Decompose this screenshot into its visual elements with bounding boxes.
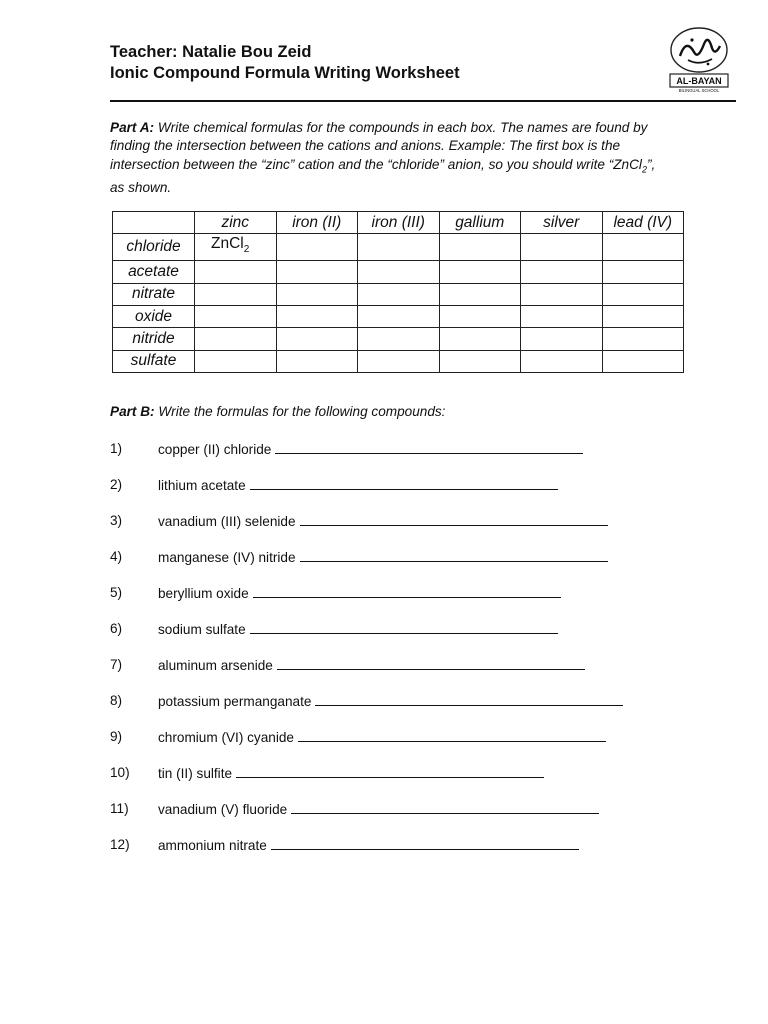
cation-header: iron (II) (276, 212, 358, 234)
question-text: chromium (VI) cyanide (158, 730, 294, 745)
answer-cell[interactable] (276, 234, 358, 261)
question-text: manganese (IV) nitride (158, 550, 296, 565)
anion-row (113, 350, 684, 372)
cation-anion-table (112, 211, 684, 373)
answer-cell[interactable] (602, 261, 684, 283)
part-a-instructions (110, 119, 670, 197)
answer-cell[interactable] (521, 305, 603, 327)
answer-cell[interactable] (521, 350, 603, 372)
anion-row (113, 328, 684, 350)
question-number: 7) (110, 657, 123, 672)
worksheet-header (110, 42, 460, 84)
question-number: 2) (110, 477, 123, 492)
anion-row (113, 261, 684, 283)
answer-cell[interactable] (358, 261, 440, 283)
question-number: 11) (110, 801, 129, 816)
anion-header: chloride (113, 234, 195, 261)
question-number: 10) (110, 765, 130, 780)
question-number: 4) (110, 549, 123, 564)
part-b-instructions (110, 404, 445, 419)
answer-blank[interactable] (275, 441, 583, 454)
answer-blank[interactable] (315, 693, 623, 706)
worksheet-title: Ionic Compound Formula Writing Worksheet (110, 64, 460, 82)
question-number: 1) (110, 441, 123, 456)
answer-cell[interactable] (195, 283, 277, 305)
answer-blank[interactable] (300, 549, 608, 562)
logo-text: AL-BAYAN (676, 76, 722, 86)
part-a-label: Part A: (110, 120, 155, 135)
question-text: aluminum arsenide (158, 658, 273, 673)
header-divider (110, 100, 736, 102)
question-text: ammonium nitrate (158, 838, 267, 853)
answer-cell[interactable] (439, 350, 521, 372)
answer-cell[interactable] (602, 234, 684, 261)
part-a-text: Write chemical formulas for the compounds in each box. The names are found by finding the intersection between the cations and anions. Example: The first box is the intersection between the “zinc” cation and the “chloride” anion, so you should write “ZnCl (110, 120, 648, 172)
question-text: vanadium (V) fluoride (158, 802, 288, 817)
answer-cell[interactable] (276, 350, 358, 372)
question-text: sodium sulfate (158, 622, 246, 637)
cation-header: zinc (195, 212, 277, 234)
anion-header: oxide (113, 305, 195, 327)
part-b-label: Part B: (110, 404, 155, 419)
question-text: vanadium (III) selenide (158, 514, 296, 529)
part-a-text-end: ”, as shown. (110, 156, 656, 195)
question-text: copper (II) chloride (158, 442, 272, 457)
question-number: 5) (110, 585, 123, 600)
answer-cell[interactable] (521, 328, 603, 350)
answer-cell[interactable] (195, 305, 277, 327)
answer-cell[interactable] (439, 305, 521, 327)
anion-row (113, 234, 684, 261)
answer-cell[interactable] (439, 328, 521, 350)
answer-cell[interactable] (521, 261, 603, 283)
answer-cell[interactable] (358, 234, 440, 261)
answer-cell[interactable] (195, 350, 277, 372)
part-b-text: Write the formulas for the following compounds: (154, 404, 446, 419)
answer-cell[interactable] (358, 328, 440, 350)
answer-cell[interactable] (195, 328, 277, 350)
anion-header: nitrate (113, 283, 195, 305)
question-number: 3) (110, 513, 123, 528)
anion-header: sulfate (113, 350, 195, 372)
cation-header: gallium (439, 212, 521, 234)
answer-cell[interactable] (195, 261, 277, 283)
teacher-name: Teacher: Natalie Bou Zeid (110, 43, 312, 61)
anion-row (113, 305, 684, 327)
example-answer-cell (195, 234, 277, 261)
logo-subtext: BILINGUAL SCHOOL (678, 88, 720, 93)
question-number: 8) (110, 693, 123, 708)
anion-row (113, 283, 684, 305)
question-text: tin (II) sulfite (158, 766, 233, 781)
answer-blank[interactable] (291, 801, 599, 814)
answer-cell[interactable] (602, 350, 684, 372)
answer-blank[interactable] (253, 585, 561, 598)
answer-cell[interactable] (276, 305, 358, 327)
answer-blank[interactable] (300, 513, 608, 526)
answer-cell[interactable] (276, 328, 358, 350)
question-number: 12) (110, 837, 130, 852)
corner-cell (113, 212, 195, 234)
answer-cell[interactable] (439, 234, 521, 261)
answer-blank[interactable] (298, 729, 606, 742)
school-logo-icon (668, 26, 730, 94)
cation-header: silver (521, 212, 603, 234)
answer-blank[interactable] (250, 621, 558, 634)
example-formula: ZnCl (211, 235, 244, 253)
answer-cell[interactable] (439, 261, 521, 283)
answer-cell[interactable] (276, 261, 358, 283)
answer-cell[interactable] (602, 328, 684, 350)
answer-blank[interactable] (277, 657, 585, 670)
answer-cell[interactable] (602, 283, 684, 305)
answer-cell[interactable] (358, 305, 440, 327)
answer-blank[interactable] (250, 477, 558, 490)
answer-cell[interactable] (521, 283, 603, 305)
question-text: beryllium oxide (158, 586, 249, 601)
answer-blank[interactable] (236, 765, 544, 778)
anion-header: nitride (113, 328, 195, 350)
answer-cell[interactable] (602, 305, 684, 327)
part-a-subscript: 2 (641, 164, 647, 175)
cation-header-row (113, 212, 684, 234)
question-number: 9) (110, 729, 123, 744)
answer-cell[interactable] (358, 283, 440, 305)
answer-cell[interactable] (276, 283, 358, 305)
answer-cell[interactable] (358, 350, 440, 372)
anion-header: acetate (113, 261, 195, 283)
cation-header: iron (III) (358, 212, 440, 234)
question-number: 6) (110, 621, 123, 636)
answer-blank[interactable] (271, 837, 579, 850)
question-text: lithium acetate (158, 478, 246, 493)
answer-cell[interactable] (439, 283, 521, 305)
answer-cell[interactable] (521, 234, 603, 261)
example-subscript: 2 (243, 244, 250, 256)
question-text: potassium permanganate (158, 694, 312, 709)
cation-header: lead (IV) (602, 212, 684, 234)
